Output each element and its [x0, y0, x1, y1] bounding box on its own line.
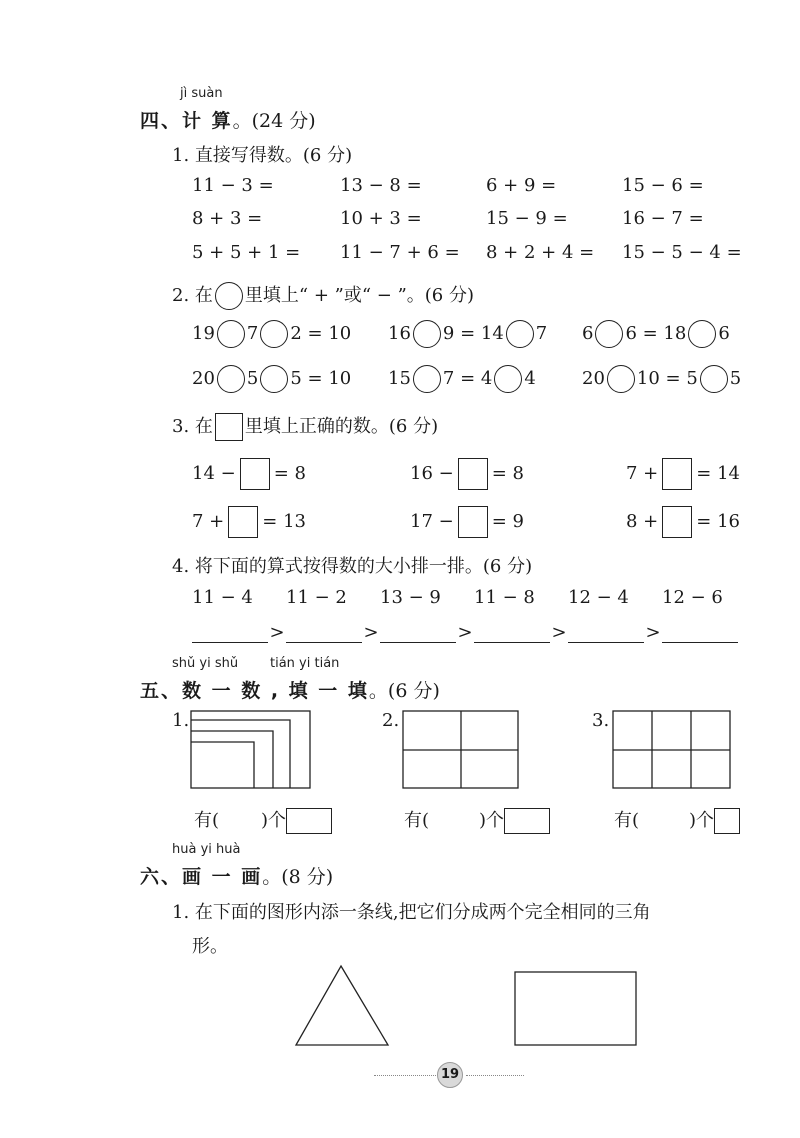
q1-title: 1. 直接写得数。(6 分) — [172, 145, 353, 166]
count-answer-row — [404, 806, 550, 834]
section6-score: 。(8 分) — [262, 866, 334, 888]
q3-title — [172, 412, 438, 441]
operand: 7 — [246, 323, 259, 344]
operand: 20 — [192, 368, 215, 389]
operator-circle[interactable] — [413, 320, 441, 348]
q1-equation: 16 − 7 = — [622, 208, 704, 229]
q3-equation — [626, 458, 740, 490]
count-answer-row — [194, 806, 332, 834]
q6-text-line1: 1. 在下面的图形内添一条线,把它们分成两个完全相同的三角 — [172, 902, 651, 923]
q4-item: 11 − 2 — [286, 587, 347, 608]
q2-title-a: 2. 在 — [172, 285, 213, 306]
section5-pinyin-2: tián yi tián — [270, 656, 340, 671]
q2-row — [582, 365, 741, 393]
q1-equation: 8 + 2 + 4 = — [486, 242, 595, 263]
operand: 15 — [388, 368, 411, 389]
operand: 7 — [535, 323, 548, 344]
section5-title — [140, 676, 440, 703]
operator-circle[interactable] — [595, 320, 623, 348]
q3-left: 7 + — [192, 511, 225, 532]
q3-equation — [410, 458, 524, 490]
q4-ordering-row — [192, 622, 738, 643]
operand: 7 = 4 — [442, 368, 493, 389]
q1-equation: 5 + 5 + 1 = — [192, 242, 301, 263]
answer-box[interactable] — [228, 506, 258, 538]
q3-right: = 16 — [696, 511, 740, 532]
section5-title-text: 五、数 一 数 , 填 一 填 — [140, 680, 369, 702]
operand: 6 — [718, 323, 730, 344]
unit-box[interactable] — [504, 808, 550, 834]
you-label: 有( — [614, 810, 640, 831]
q3-left: 14 − — [192, 463, 236, 484]
unit-box[interactable] — [714, 808, 740, 834]
greater-than: > — [551, 622, 567, 643]
four-cell-grid-figure — [402, 710, 520, 790]
q2-row — [388, 365, 536, 393]
operand: 6 = 18 — [625, 323, 687, 344]
operator-circle[interactable] — [260, 320, 288, 348]
unit-box[interactable] — [286, 808, 332, 834]
q4-item: 12 − 6 — [662, 587, 723, 608]
greater-than: > — [363, 622, 379, 643]
q3-left: 17 − — [410, 511, 454, 532]
q3-title-a: 3. 在 — [172, 416, 213, 437]
count-answer-row — [614, 806, 740, 834]
figure-number: 3. — [592, 710, 610, 731]
section4-pinyin: jì suàn — [180, 86, 223, 101]
answer-box[interactable] — [662, 458, 692, 490]
footer-dots-left — [374, 1075, 436, 1076]
q1-equation: 10 + 3 = — [340, 208, 422, 229]
triangle-shape[interactable] — [294, 964, 390, 1048]
q3-equation — [626, 506, 740, 538]
q3-right: = 9 — [491, 511, 524, 532]
q3-equation — [192, 506, 306, 538]
q2-row — [192, 320, 351, 348]
q1-equation: 13 − 8 = — [340, 175, 422, 196]
q3-equation — [410, 506, 524, 538]
answer-blank[interactable] — [192, 624, 268, 643]
section4-score: 。(24 分) — [232, 110, 316, 132]
greater-than: > — [645, 622, 661, 643]
section4-title-text: 四、计 算 — [140, 110, 233, 132]
operand: 6 — [582, 323, 594, 344]
you-label: 有( — [404, 810, 430, 831]
answer-box[interactable] — [458, 506, 488, 538]
q3-right: = 13 — [262, 511, 306, 532]
q2-title — [172, 281, 474, 310]
footer-dots-right — [466, 1075, 524, 1076]
q3-left: 8 + — [626, 511, 659, 532]
sample-box — [215, 413, 243, 441]
q1-equation: 8 + 3 = — [192, 208, 263, 229]
operand: 4 — [524, 368, 536, 389]
operator-circle[interactable] — [700, 365, 728, 393]
q6-text-line2: 形。 — [192, 936, 228, 957]
q4-item: 13 − 9 — [380, 587, 441, 608]
q3-right: = 8 — [491, 463, 524, 484]
q3-equation — [192, 458, 306, 490]
nested-rectangles-figure — [190, 710, 312, 790]
ge-label: )个 — [261, 810, 287, 831]
section4-title — [140, 106, 316, 133]
operator-circle[interactable] — [506, 320, 534, 348]
six-cell-grid-figure — [612, 710, 732, 790]
operand: 10 = 5 — [636, 368, 698, 389]
ge-label: )个 — [689, 810, 715, 831]
page-number: 19 — [437, 1062, 463, 1088]
figure-number: 1. — [172, 710, 190, 731]
operator-circle[interactable] — [413, 365, 441, 393]
q2-title-b: 里填上“ + ”或“ − ”。(6 分) — [244, 285, 474, 306]
q4-title: 4. 将下面的算式按得数的大小排一排。(6 分) — [172, 556, 533, 577]
greater-than: > — [269, 622, 285, 643]
q2-row — [192, 365, 351, 393]
operand: 2 = 10 — [290, 323, 352, 344]
figure-number: 2. — [382, 710, 400, 731]
q1-equation: 15 − 6 = — [622, 175, 704, 196]
operand: 9 = 14 — [442, 323, 504, 344]
q2-row — [582, 320, 730, 348]
q3-right: = 8 — [273, 463, 306, 484]
rectangle-shape[interactable] — [514, 971, 638, 1047]
operand: 5 — [729, 368, 742, 389]
answer-blank[interactable] — [286, 624, 362, 643]
q3-left: 16 − — [410, 463, 454, 484]
operator-circle[interactable] — [607, 365, 635, 393]
you-label: 有( — [194, 810, 220, 831]
operand: 20 — [582, 368, 605, 389]
operator-circle[interactable] — [217, 320, 245, 348]
operand: 5 = 10 — [290, 368, 352, 389]
answer-blank[interactable] — [568, 624, 644, 643]
section5-pinyin-1: shǔ yi shǔ — [172, 656, 239, 671]
operator-circle[interactable] — [494, 365, 522, 393]
operand: 19 — [192, 323, 215, 344]
operator-circle[interactable] — [260, 365, 288, 393]
answer-blank[interactable] — [662, 624, 738, 643]
q4-item: 11 − 8 — [474, 587, 535, 608]
q3-title-b: 里填上正确的数。(6 分) — [244, 416, 439, 437]
operand: 16 — [388, 323, 411, 344]
section6-title-text: 六、画 一 画 — [140, 866, 263, 888]
answer-box[interactable] — [458, 458, 488, 490]
q3-left: 7 + — [626, 463, 659, 484]
section5-score: 。(6 分) — [368, 680, 440, 702]
operator-circle[interactable] — [688, 320, 716, 348]
section6-title — [140, 862, 333, 889]
answer-box[interactable] — [662, 506, 692, 538]
q1-equation: 11 − 7 + 6 = — [340, 242, 460, 263]
q1-equation: 6 + 9 = — [486, 175, 557, 196]
sample-circle — [215, 282, 243, 310]
q1-equation: 11 − 3 = — [192, 175, 274, 196]
q1-equation: 15 − 9 = — [486, 208, 568, 229]
q4-item: 12 − 4 — [568, 587, 629, 608]
q2-row — [388, 320, 547, 348]
greater-than: > — [457, 622, 473, 643]
q3-right: = 14 — [696, 463, 740, 484]
answer-box[interactable] — [240, 458, 270, 490]
section6-pinyin: huà yi huà — [172, 842, 241, 857]
answer-blank[interactable] — [474, 624, 550, 643]
operand: 5 — [246, 368, 259, 389]
q1-equation: 15 − 5 − 4 = — [622, 242, 742, 263]
operator-circle[interactable] — [217, 365, 245, 393]
answer-blank[interactable] — [380, 624, 456, 643]
q4-item: 11 − 4 — [192, 587, 253, 608]
ge-label: )个 — [479, 810, 505, 831]
